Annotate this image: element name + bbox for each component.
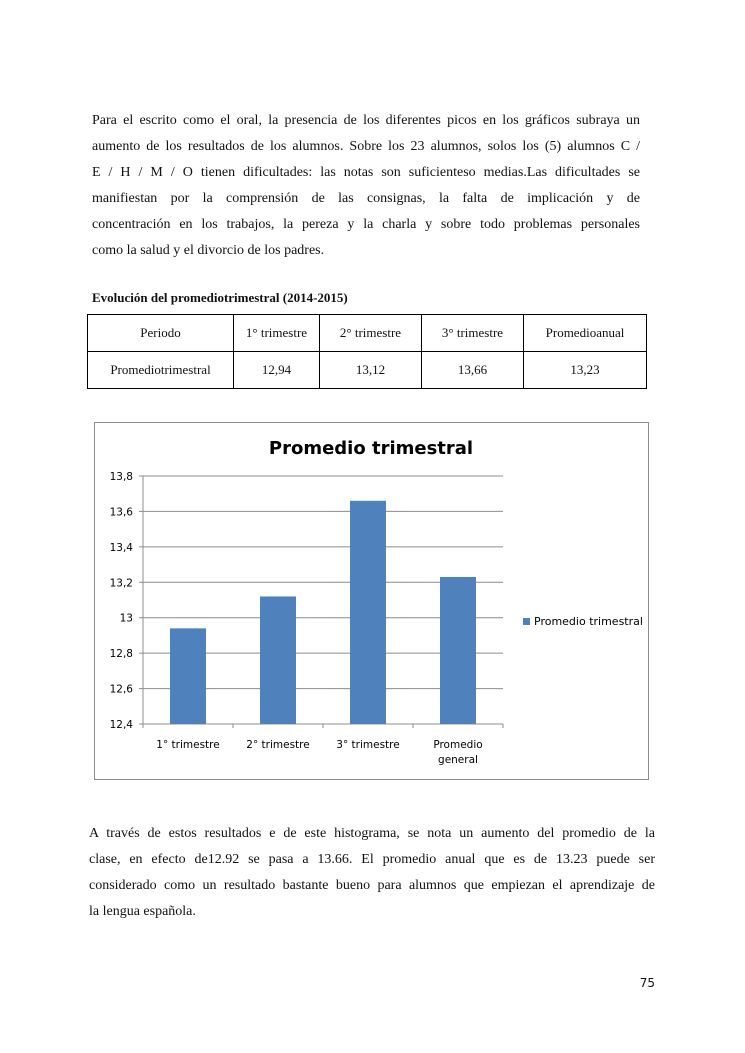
table-cell: 13,23 — [524, 352, 647, 389]
bar — [260, 596, 296, 724]
table-header-cell: Periodo — [88, 315, 234, 352]
table-header-cell: Promedioanual — [524, 315, 647, 352]
intro-paragraph — [92, 108, 640, 264]
legend-label: Promedio trimestral — [534, 615, 643, 628]
x-tick-label: Promedio — [433, 739, 483, 751]
paragraph-line: considerado como un resultado bastante bueno para alumnos que empiezan el aprendizaje de — [89, 878, 655, 893]
x-tick-label: 1° trimestre — [156, 739, 220, 751]
y-tick-label: 13,2 — [109, 577, 133, 590]
table-header-cell: 3° trimestre — [422, 315, 524, 352]
table-header-row — [88, 315, 647, 352]
paragraph-line: aumento de los resultados de los alumnos. Sobre los 23 alumnos, solos los (5) alumnos C / — [92, 139, 640, 154]
x-tick-label: general — [438, 754, 478, 766]
y-tick-label: 13,6 — [109, 506, 133, 519]
x-tick-label: 2° trimestre — [246, 739, 310, 751]
paragraph-line: clase, en efecto de12.92 se pasa a 13.66. El promedio anual que es de 13.23 puede ser — [89, 852, 655, 867]
paragraph-line: manifiestan por la comprensión de las consignas, la falta de implicación y de — [92, 191, 640, 206]
paragraph-line: Para el escrito como el oral, la presencia de los diferentes picos en los gráficos subraya un — [92, 113, 640, 128]
y-tick-label: 13,4 — [109, 541, 133, 554]
table-cell: 12,94 — [234, 352, 320, 389]
paragraph-line: concentración en los trabajos, la pereza y la charla y sobre todo problemas personales — [92, 217, 640, 232]
table-title: Evolución del promediotrimestral (2014-2015) — [92, 290, 348, 305]
bar — [350, 501, 386, 724]
page-number: 75 — [639, 976, 655, 990]
table-row — [88, 352, 647, 389]
y-tick-label: 13,8 — [109, 471, 133, 483]
paragraph-line: la lengua española. — [89, 904, 196, 919]
average-table — [87, 314, 647, 389]
y-tick-label: 13 — [119, 612, 133, 625]
table-header-cell: 1° trimestre — [234, 315, 320, 352]
table-header-cell: 2° trimestre — [320, 315, 422, 352]
y-tick-label: 12,4 — [109, 719, 133, 731]
paragraph-line: como la salud y el divorcio de los padres. — [92, 243, 325, 258]
chart-title: Promedio trimestral — [268, 438, 474, 459]
bar — [170, 628, 206, 724]
table-cell: 13,12 — [320, 352, 422, 389]
bar-chart — [94, 422, 649, 780]
bar — [440, 577, 476, 724]
y-tick-label: 12,8 — [109, 648, 133, 661]
x-tick-label: 3° trimestre — [336, 739, 400, 751]
table-cell: Promediotrimestral — [88, 352, 234, 389]
paragraph-line: A través de estos resultados e de este histograma, se nota un aumento del promedio de la — [89, 826, 655, 841]
legend-swatch — [523, 618, 530, 625]
table-cell: 13,66 — [422, 352, 524, 389]
conclusion-paragraph — [89, 821, 655, 925]
paragraph-line: E / H / M / O tienen dificultades: las notas son suficienteso medias.Las dificultades se — [92, 165, 640, 180]
y-tick-label: 12,6 — [109, 683, 133, 696]
chart-legend — [523, 615, 643, 628]
chart-canvas — [95, 423, 648, 779]
